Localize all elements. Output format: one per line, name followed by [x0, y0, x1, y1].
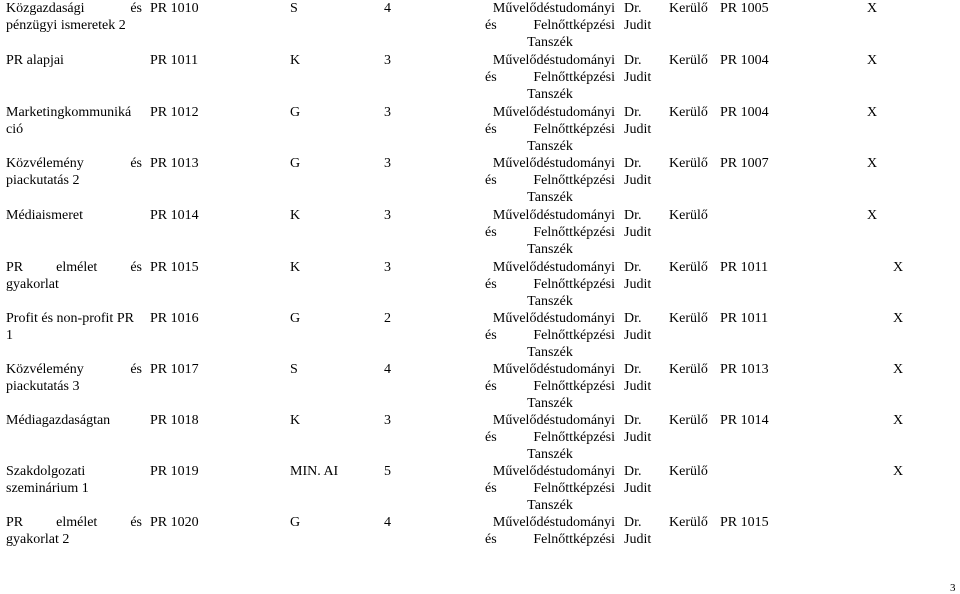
course-type: G — [290, 311, 301, 326]
department: Művelődéstudományi és Felnőttképzési Tanszék — [485, 464, 615, 513]
course-credits: 3 — [384, 156, 391, 171]
mark: X — [893, 311, 904, 326]
department: Művelődéstudományi és Felnőttképzési Tanszék — [485, 156, 615, 205]
prerequisite: PR 1015 — [720, 515, 769, 530]
table-row — [0, 259, 960, 311]
table-row — [0, 0, 960, 52]
mark: X — [893, 260, 904, 275]
prerequisite: PR 1013 — [720, 362, 769, 377]
course-code: PR 1010 — [150, 1, 199, 16]
course-credits: 3 — [384, 208, 391, 223]
course-credits: 3 — [384, 105, 391, 120]
prerequisite: PR 1004 — [720, 53, 769, 68]
course-credits: 3 — [384, 53, 391, 68]
teacher: Dr. Judit — [624, 53, 652, 85]
table-row — [0, 463, 960, 515]
teacher: Dr. Judit — [624, 515, 652, 547]
course-code: PR 1018 — [150, 413, 199, 428]
course-code: PR 1012 — [150, 105, 199, 120]
course-code: PR 1020 — [150, 515, 199, 530]
prerequisite: PR 1005 — [720, 1, 769, 16]
course-name: Profit és non-profit PR 1 — [6, 311, 134, 343]
course-code: PR 1019 — [150, 464, 199, 479]
teacher: Dr. Judit — [624, 362, 652, 394]
course-name: Szakdolgozati szeminárium 1 — [6, 464, 89, 496]
prerequisite: PR 1014 — [720, 413, 769, 428]
mark: X — [867, 156, 878, 171]
teacher: Dr. Judit — [624, 311, 652, 343]
course-name: Marketingkommuniká ció — [6, 105, 132, 137]
prerequisite: PR 1004 — [720, 105, 769, 120]
course-kind: Kerülő — [669, 413, 708, 428]
teacher: Dr. Judit — [624, 1, 652, 33]
table-row — [0, 155, 960, 207]
mark: X — [867, 1, 878, 16]
department: Művelődéstudományi és Felnőttképzési Tanszék — [485, 413, 615, 462]
department: Művelődéstudományi és Felnőttképzési Tanszék — [485, 362, 615, 411]
course-name: Médiaismeret — [6, 208, 83, 223]
department: Művelődéstudományi és Felnőttképzési Tanszék — [485, 105, 615, 154]
course-type: K — [290, 413, 301, 428]
course-kind: Kerülő — [669, 464, 708, 479]
prerequisite: PR 1011 — [720, 260, 769, 275]
page-number: 3 — [950, 582, 956, 594]
course-type: K — [290, 208, 301, 223]
teacher: Dr. Judit — [624, 413, 652, 445]
table-row — [0, 310, 960, 362]
course-code: PR 1014 — [150, 208, 199, 223]
course-kind: Kerülő — [669, 208, 708, 223]
course-code: PR 1017 — [150, 362, 199, 377]
department: Művelődéstudományi és Felnőttképzési Tanszék — [485, 260, 615, 309]
course-name: PR alapjai — [6, 53, 64, 68]
course-type: G — [290, 156, 301, 171]
course-name: Közgazdasági és pénzügyi ismeretek 2 — [6, 1, 142, 33]
prerequisite: PR 1011 — [720, 311, 769, 326]
course-type: S — [290, 1, 298, 16]
course-name: Közvélemény és piackutatás 2 — [6, 156, 142, 188]
course-credits: 4 — [384, 1, 391, 16]
course-type: G — [290, 515, 301, 530]
mark: X — [867, 105, 878, 120]
course-credits: 2 — [384, 311, 391, 326]
course-kind: Kerülő — [669, 515, 708, 530]
course-kind: Kerülő — [669, 53, 708, 68]
mark: X — [867, 208, 878, 223]
course-credits: 4 — [384, 362, 391, 377]
course-type: MIN. AI — [290, 464, 339, 479]
course-code: PR 1016 — [150, 311, 199, 326]
course-code: PR 1011 — [150, 53, 199, 68]
teacher: Dr. Judit — [624, 464, 652, 496]
course-credits: 3 — [384, 260, 391, 275]
course-type: S — [290, 362, 298, 377]
mark: X — [867, 53, 878, 68]
course-name: Közvélemény és piackutatás 3 — [6, 362, 142, 394]
course-kind: Kerülő — [669, 156, 708, 171]
course-name: Médiagazdaságtan — [6, 413, 111, 428]
department: Művelődéstudományi és Felnőttképzési Tanszék — [485, 208, 615, 257]
course-credits: 5 — [384, 464, 391, 479]
department: Művelődéstudományi és Felnőttképzési Tanszék — [485, 1, 615, 50]
department: Művelődéstudományi és Felnőttképzési Tanszék — [485, 53, 615, 102]
course-kind: Kerülő — [669, 1, 708, 16]
course-kind: Kerülő — [669, 260, 708, 275]
prerequisite: PR 1007 — [720, 156, 769, 171]
table-row — [0, 52, 960, 104]
mark: X — [893, 362, 904, 377]
course-name: PR elmélet és gyakorlat 2 — [6, 515, 142, 547]
course-code: PR 1015 — [150, 260, 199, 275]
course-kind: Kerülő — [669, 362, 708, 377]
course-kind: Kerülő — [669, 311, 708, 326]
course-code: PR 1013 — [150, 156, 199, 171]
course-type: K — [290, 53, 301, 68]
mark: X — [893, 464, 904, 479]
course-credits: 3 — [384, 413, 391, 428]
teacher: Dr. Judit — [624, 260, 652, 292]
department: Művelődéstudományi és Felnőttképzési — [485, 515, 615, 547]
teacher: Dr. Judit — [624, 208, 652, 240]
table-row — [0, 207, 960, 259]
teacher: Dr. Judit — [624, 105, 652, 137]
table-row — [0, 412, 960, 464]
course-type: K — [290, 260, 301, 275]
department: Művelődéstudományi és Felnőttképzési Tanszék — [485, 311, 615, 360]
table-row — [0, 514, 960, 566]
table-row — [0, 361, 960, 413]
course-type: G — [290, 105, 301, 120]
course-name: PR elmélet és gyakorlat — [6, 260, 142, 292]
course-credits: 4 — [384, 515, 391, 530]
teacher: Dr. Judit — [624, 156, 652, 188]
course-kind: Kerülő — [669, 105, 708, 120]
mark: X — [893, 413, 904, 428]
table-row — [0, 104, 960, 156]
